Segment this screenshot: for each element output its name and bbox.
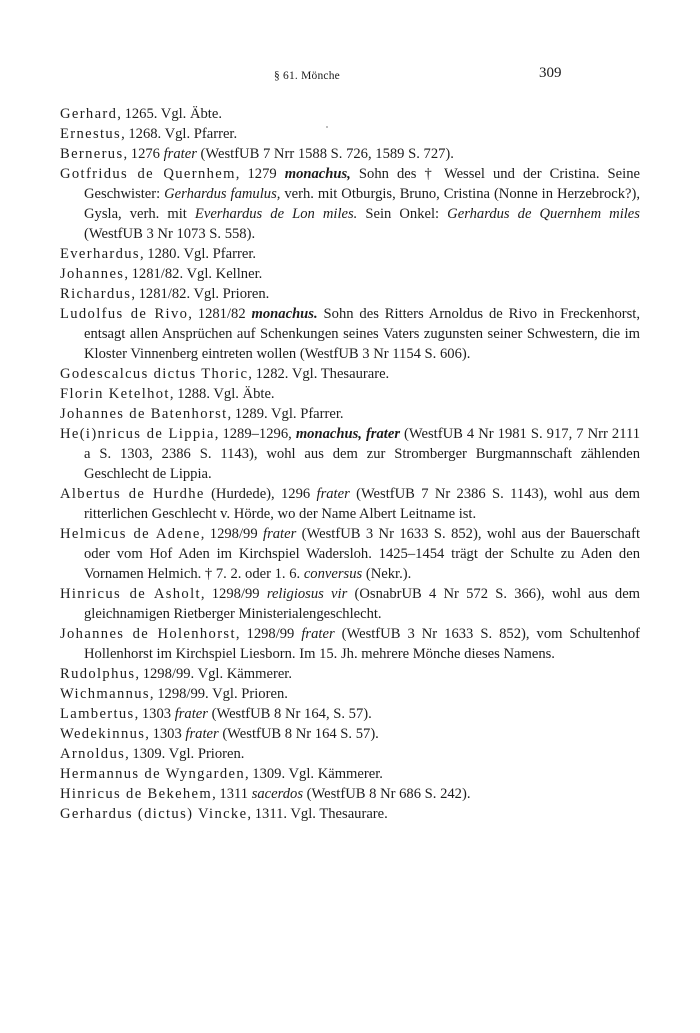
entry-name: Richardus bbox=[60, 286, 132, 302]
entry-text: Sohn des † Wessel und der Cristina. Seine Geschwister: bbox=[84, 166, 640, 202]
entry-text: frater bbox=[301, 626, 335, 642]
entry-text: (Nekr.). bbox=[362, 566, 412, 582]
entry-text: , 1280. Vgl. Pfarrer. bbox=[139, 246, 257, 262]
entry-name: Hermannus de Wyngarden bbox=[60, 766, 245, 782]
entry-text: (WestfUB 8 Nr 164 S. 57). bbox=[218, 726, 379, 742]
entry-name: Johannes de Batenhorst bbox=[60, 406, 228, 422]
entry bbox=[60, 104, 640, 124]
entry-text: , 1281/82 bbox=[188, 306, 252, 322]
entry-name: Lambertus bbox=[60, 706, 135, 722]
entry-text: (WestfUB 3 Nr 1073 S. 558). bbox=[84, 226, 256, 242]
entry bbox=[60, 744, 640, 764]
entry-name: Gotfridus de Quernhem bbox=[60, 166, 236, 182]
entry bbox=[60, 404, 640, 424]
entry-text: , 1279 bbox=[235, 166, 285, 182]
running-title: § 61. Mönche bbox=[274, 70, 340, 82]
entry bbox=[60, 124, 640, 144]
entry-name: Arnoldus bbox=[60, 746, 126, 762]
entry bbox=[60, 764, 640, 784]
entry-text: Everhardus de Lon miles. bbox=[194, 206, 358, 222]
entry-text: (WestfUB 7 Nr 2386 S. 1143), wohl aus dem ritterlichen Geschlecht v. Hörde, wo der Name Albert Leitname ist. bbox=[84, 486, 641, 522]
entry-name: Wedekinnus bbox=[60, 726, 146, 742]
entry bbox=[60, 624, 640, 664]
entry-name: Ludolfus de Rivo bbox=[60, 306, 189, 322]
entry-name: Johannes bbox=[60, 266, 125, 282]
entry bbox=[60, 704, 640, 724]
entry-text: frater bbox=[185, 726, 219, 742]
entry-text: , 1298/99. Vgl. Kämmerer. bbox=[135, 666, 292, 682]
entry-text: , 1288. Vgl. Äbte. bbox=[169, 386, 275, 402]
entry-text: monachus. bbox=[251, 306, 318, 322]
entry-text: verh. mit Otburgis, Bruno, Cristina (Nonne in Herzebrock?), Gysla, verh. mit bbox=[84, 186, 641, 222]
entry-name: Everhardus bbox=[60, 246, 140, 262]
entry-text: , 1298/99 bbox=[235, 626, 302, 642]
entry-name: Wichmannus bbox=[60, 686, 150, 702]
entry-text: Sohn des Ritters Arnoldus de Rivo in Freckenhorst, entsagt allen Ansprüchen auf Schenkungen seines Vaters zugunsten seiner Schwestern, die im Kloster Vinnenberg eintreten wollen (WestfUB 3 Nr 1154 S. 606). bbox=[84, 306, 641, 362]
entry bbox=[60, 384, 640, 404]
entry-text: (WestfUB 4 Nr 1981 S. 917, 7 Nrr 2111 a S. 1303, 2386 S. 1143), wohl aus dem zur Stromberger Burgmannschaft zählenden Geschlecht de Lippia. bbox=[84, 426, 640, 482]
entry-name: Albertus de Hurdhe bbox=[60, 486, 205, 502]
entry bbox=[60, 664, 640, 684]
entry bbox=[60, 804, 640, 824]
entry bbox=[60, 584, 640, 624]
entry-name: Ernestus bbox=[60, 126, 122, 142]
page-header bbox=[0, 62, 700, 86]
entry-text: (WestfUB 7 Nrr 1588 S. 726, 1589 S. 727). bbox=[196, 146, 454, 162]
entry bbox=[60, 364, 640, 384]
entry-text: (WestfUB 3 Nr 1633 S. 852), vom Schultenhof Hollenhorst im Kirchspiel Liesborn. Im 15. Jh. mehrere Mönche dieses Namens. bbox=[84, 626, 641, 662]
entry-text: conversus bbox=[303, 566, 363, 582]
entry-text: , 1311. Vgl. Thesaurare. bbox=[247, 806, 388, 822]
entry-text: frater bbox=[316, 486, 350, 502]
entry bbox=[60, 784, 640, 804]
entry bbox=[60, 164, 640, 244]
entry bbox=[60, 244, 640, 264]
entry-text: , 1309. Vgl. Prioren. bbox=[125, 746, 245, 762]
entry bbox=[60, 424, 640, 484]
entry-text: , 1268. Vgl. Pfarrer. bbox=[121, 126, 238, 142]
entry-text: , 1265. Vgl. Äbte. bbox=[117, 106, 222, 122]
entry-text: Gerhardus de Quernhem miles bbox=[447, 206, 640, 222]
entry-text: , 1281/82. Vgl. Kellner. bbox=[124, 266, 263, 282]
entry-text: (OsnabrUB 4 Nr 572 S. 366), wohl aus dem gleichnamigen Rietberger Ministerialengeschlecht. bbox=[84, 586, 641, 622]
entry-text: (WestfUB 8 Nr 164, S. 57). bbox=[207, 706, 372, 722]
entry-text: , 1298/99. Vgl. Prioren. bbox=[149, 686, 288, 702]
entry bbox=[60, 144, 640, 164]
entry-text: , 1311 bbox=[212, 786, 252, 802]
entry-text: , 1298/99 bbox=[200, 526, 264, 542]
entry-text: monachus, frater bbox=[295, 426, 400, 442]
entry-text: frater bbox=[163, 146, 197, 162]
entry-name: Florin Ketelhot bbox=[60, 386, 170, 402]
entry bbox=[60, 304, 640, 364]
entry bbox=[60, 264, 640, 284]
entry-name: Helmicus de Adene bbox=[60, 526, 201, 542]
entry-name: Hinricus de Bekehem bbox=[60, 786, 213, 802]
entry-text: monachus, bbox=[284, 166, 351, 182]
entry bbox=[60, 284, 640, 304]
entry-text: , 1289. Vgl. Pfarrer. bbox=[227, 406, 344, 422]
entry-name: Johannes de Holenhorst bbox=[60, 626, 236, 642]
entry-text: , 1289–1296, bbox=[214, 426, 296, 442]
entry bbox=[60, 724, 640, 744]
entry-text: religiosus vir bbox=[266, 586, 348, 602]
entry-text: , 1282. Vgl. Thesaurare. bbox=[248, 366, 390, 382]
entry-text: (Hurdede), 1296 bbox=[204, 486, 317, 502]
entry bbox=[60, 484, 640, 524]
entry-text: Gerhardus famulus, bbox=[164, 186, 281, 202]
entry-text: sacerdos bbox=[251, 786, 304, 802]
page-number: 309 bbox=[539, 65, 562, 81]
entry-name: Gerhard bbox=[60, 106, 118, 122]
entry-name: He(i)nricus de Lippia bbox=[60, 426, 215, 442]
entry-text: frater bbox=[263, 526, 297, 542]
entry-text: , 1303 bbox=[145, 726, 186, 742]
entry-name: Hinricus de Asholt bbox=[60, 586, 201, 602]
entry-text: (WestfUB 3 Nr 1633 S. 852), wohl aus der Bauerschaft oder vom Hof Aden im Kirchspiel Wadersloh. 1425–1454 trägt der Schulte zu Aden den Vornamen Helmich. † 7. 2. oder 1. 6. bbox=[84, 526, 641, 582]
entry-list bbox=[60, 104, 640, 824]
entry-text: , 1281/82. Vgl. Prioren. bbox=[131, 286, 270, 302]
entry-text: frater bbox=[174, 706, 208, 722]
entry-name: Gerhardus (dictus) Vincke bbox=[60, 806, 248, 822]
entry-text: , 1303 bbox=[134, 706, 175, 722]
entry bbox=[60, 524, 640, 584]
entry-name: Rudolphus bbox=[60, 666, 136, 682]
entry-text: , 1298/99 bbox=[200, 586, 267, 602]
entry-text: , 1309. Vgl. Kämmerer. bbox=[244, 766, 383, 782]
entry-text: Sein Onkel: bbox=[357, 206, 448, 222]
entry-name: Godescalcus dictus Thoric bbox=[60, 366, 249, 382]
entry-name: Bernerus bbox=[60, 146, 124, 162]
entry-text: (WestfUB 8 Nr 686 S. 242). bbox=[303, 786, 471, 802]
entry-text: , 1276 bbox=[123, 146, 164, 162]
entry bbox=[60, 684, 640, 704]
